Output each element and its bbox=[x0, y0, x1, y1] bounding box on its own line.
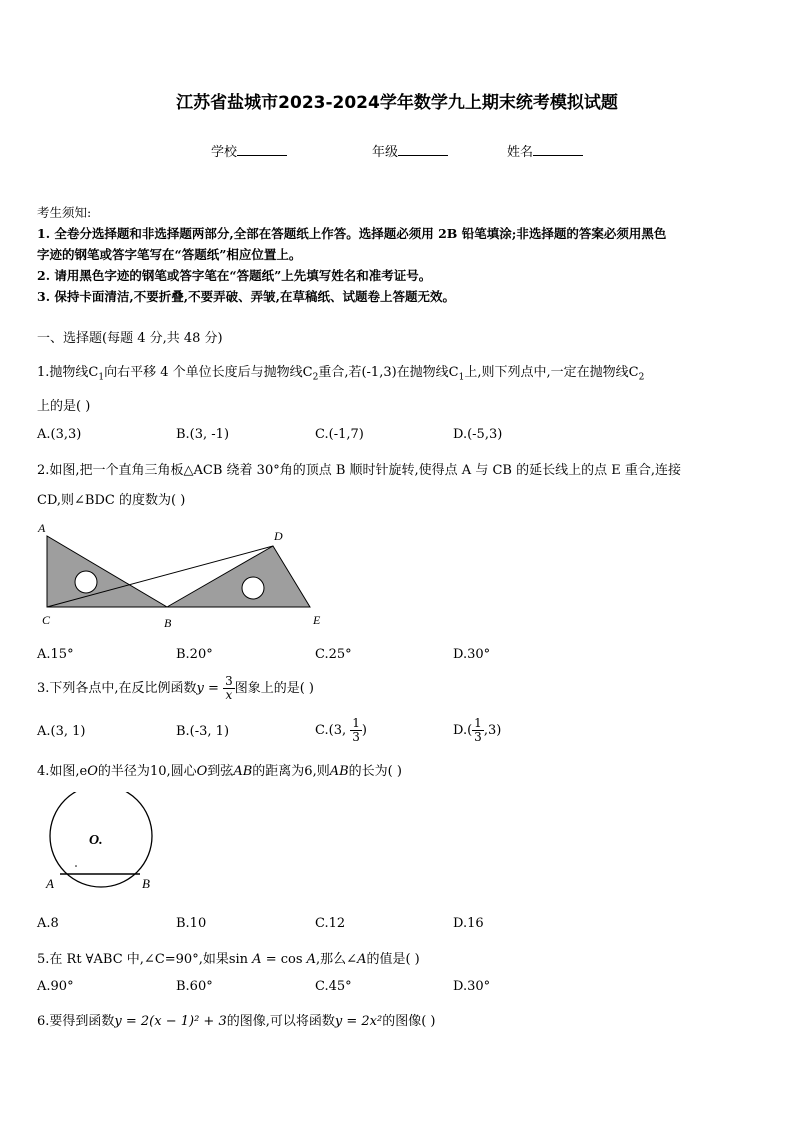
label-o: O. bbox=[89, 833, 103, 848]
hole-right bbox=[242, 577, 264, 599]
school-label: 学校 bbox=[211, 145, 238, 160]
label-a: A bbox=[46, 876, 54, 891]
q3-option-c: C.(3, $\frac{1}{3}$ ) bbox=[315, 716, 367, 744]
circle-chord-figure bbox=[40, 792, 170, 898]
q4-option-b: B.10 bbox=[176, 916, 207, 931]
grade-blank bbox=[398, 143, 448, 156]
q4-option-d: D.16 bbox=[453, 916, 484, 931]
grade-field bbox=[372, 141, 448, 160]
notice-line-1a: 1. 全卷分选择题和非选择题两部分,全部在答题纸上作答。选择题必须用 2B 铅笔填涂;非选择题的答案必须用黑色 bbox=[37, 226, 667, 241]
q1-option-a: A.(3,3) bbox=[37, 427, 82, 442]
triangle-acb bbox=[47, 536, 167, 607]
label-c: C bbox=[42, 613, 51, 627]
dot bbox=[75, 865, 77, 867]
q5-option-c: C.45° bbox=[315, 979, 352, 994]
q2-option-b: B.20° bbox=[176, 647, 213, 662]
fraction-3-over-x: $\frac{3}{x}$ bbox=[225, 674, 233, 702]
notice-line-1b: 字迹的钢笔或答字笔写在“答题纸”相应位置上。 bbox=[37, 247, 302, 262]
q5-option-d: D.30° bbox=[453, 979, 491, 994]
question-4: 4.如图,eO的半径为10,圆心O到弦AB的距离为6,则AB的长为( ) bbox=[37, 764, 402, 779]
question-2-line-1: 2.如图,把一个直角三角板△ACB 绕着 30°角的顶点 B 顺时针旋转,使得点 A 与 CB 的延长线上的点 E 重合,连接 bbox=[37, 463, 681, 478]
q3-option-d: D.( $\frac{1}{3}$ ,3) bbox=[453, 716, 502, 744]
q1-option-d: D.(-5,3) bbox=[453, 427, 503, 442]
school-blank bbox=[237, 143, 287, 156]
name-field bbox=[507, 141, 583, 160]
q5-option-a: A.90° bbox=[37, 979, 74, 994]
q5-option-b: B.60° bbox=[176, 979, 213, 994]
question-1-line-2: 上的是( ) bbox=[37, 399, 91, 414]
section-heading: 一、选择题(每题 4 分,共 48 分) bbox=[37, 331, 223, 346]
q3-option-a: A.(3, 1) bbox=[37, 724, 86, 739]
q4-option-c: C.12 bbox=[315, 916, 346, 931]
question-3: 3.下列各点中,在反比例函数y = $\frac{3}{x}$ 图象上的是( ) bbox=[37, 674, 314, 702]
label-b: B bbox=[142, 876, 150, 891]
label-e: E bbox=[313, 613, 321, 627]
notice-heading: 考生须知: bbox=[37, 205, 92, 220]
hole-left bbox=[75, 571, 97, 593]
notice-line-3: 3. 保持卡面清洁,不要折叠,不要弄破、弄皱,在草稿纸、试题卷上答题无效。 bbox=[37, 289, 455, 304]
page-title: 江苏省盐城市2023-2024学年数学九上期末统考模拟试题 bbox=[176, 93, 618, 113]
notice-line-2: 2. 请用黑色字迹的钢笔或答字笔在“答题纸”上先填写姓名和准考证号。 bbox=[37, 268, 432, 283]
name-label: 姓名 bbox=[507, 145, 534, 160]
school-field bbox=[211, 141, 287, 160]
triangle-rotation-figure bbox=[34, 518, 334, 634]
q2-option-c: C.25° bbox=[315, 647, 352, 662]
question-1-line-1: 1.抛物线$C_1$向右平移 4 个单位长度后与抛物线$C_2$重合,若(-1,3)在抛物线$C_1$上,则下列点中,一定在抛物线$C_2$ bbox=[37, 365, 645, 383]
name-blank bbox=[533, 143, 583, 156]
label-d: D bbox=[274, 529, 283, 543]
q1-option-c: C.(-1,7) bbox=[315, 427, 364, 442]
question-2-line-2: CD,则∠BDC 的度数为( ) bbox=[37, 493, 186, 508]
q2-option-d: D.30° bbox=[453, 647, 491, 662]
q3-option-b: B.(-3, 1) bbox=[176, 724, 230, 739]
grade-label: 年级 bbox=[372, 145, 399, 160]
q1-option-b: B.(3, -1) bbox=[176, 427, 230, 442]
question-5: 5.在 Rt ∀ABC 中,∠C=90°,如果sin A = cos A,那么∠A的值是( ) bbox=[37, 952, 420, 967]
label-a: A bbox=[38, 521, 46, 535]
q2-option-a: A.15° bbox=[37, 647, 74, 662]
label-b: B bbox=[164, 616, 172, 630]
question-6: 6.要得到函数y = 2(x − 1)² + 3的图像,可以将函数y = 2x²的图像( ) bbox=[37, 1014, 436, 1029]
q4-option-a: A.8 bbox=[37, 916, 59, 931]
